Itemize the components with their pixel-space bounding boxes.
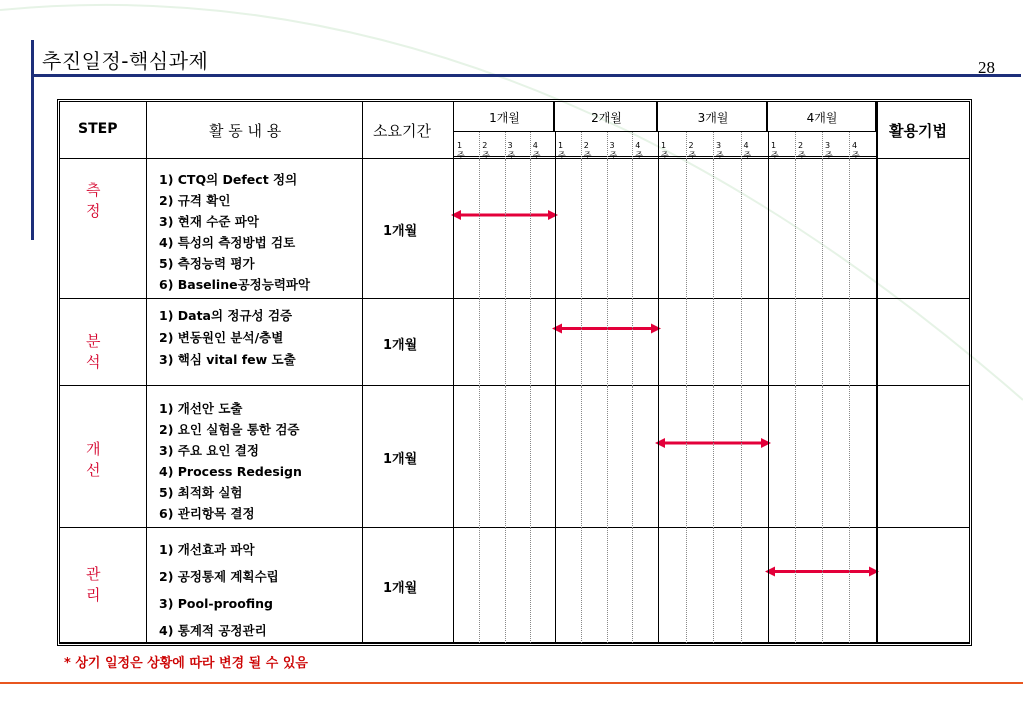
week-label: 3주: [716, 141, 724, 160]
week-gridline: [607, 299, 608, 386]
week-gridline: [741, 299, 742, 386]
week-label: 1주: [457, 141, 465, 160]
week-gridline: [713, 299, 714, 386]
week-gridline: [632, 386, 633, 528]
week-gridline: [849, 299, 850, 386]
week-gridline: [741, 386, 742, 528]
week-label: 2주: [482, 141, 490, 160]
week-label: 3주: [825, 141, 833, 160]
month-gridline: [658, 528, 659, 643]
week-gridline: [713, 132, 714, 159]
week-gridline: [530, 299, 531, 386]
week-gridline: [686, 159, 687, 299]
month-gridline: [658, 386, 659, 528]
week-gridline: [479, 528, 480, 643]
week-label: 2주: [798, 141, 806, 160]
footer-line: [0, 682, 1023, 684]
step-cell: [60, 159, 147, 299]
title-underline: [31, 74, 1021, 77]
week-gridline: [686, 528, 687, 643]
header-tools: 활용기법: [889, 122, 947, 140]
step-label: 측 정: [86, 181, 111, 220]
activity-cell: [147, 386, 363, 528]
activity-item: 4) 통계적 공정관리: [159, 623, 267, 638]
gantt-cell: [454, 386, 876, 528]
activity-item: 4) Process Redesign: [159, 464, 302, 479]
activity-item: 2) 요인 실험을 통한 검증: [159, 422, 300, 437]
header-duration: 소요기간: [373, 122, 431, 140]
week-gridline: [822, 132, 823, 159]
duration-value: 1개월: [383, 224, 418, 239]
month-gridline: [768, 132, 769, 159]
gantt-cell: [454, 528, 876, 643]
header-step: STEP: [78, 121, 118, 137]
week-gridline: [607, 159, 608, 299]
week-gridline: [795, 132, 796, 159]
week-gridline: [822, 299, 823, 386]
duration-value: 1개월: [383, 452, 418, 467]
month-gridline: [768, 299, 769, 386]
week-gridline: [632, 132, 633, 159]
week-gridline: [479, 132, 480, 159]
week-gridline: [713, 528, 714, 643]
month-gridline: [768, 159, 769, 299]
duration-value: 1개월: [383, 337, 418, 353]
week-gridline: [581, 386, 582, 528]
week-label: 3주: [609, 141, 618, 160]
week-gridline: [581, 159, 582, 299]
month-gridline: [555, 159, 556, 299]
week-gridline: [607, 386, 608, 528]
activity-item: 2) 규격 확인: [159, 193, 231, 208]
month-label-4: 4개월: [806, 111, 838, 125]
week-gridline: [713, 159, 714, 299]
week-gridline: [741, 132, 742, 159]
activity-item: 5) 최적화 실험: [159, 485, 243, 500]
tools-cell: [876, 528, 969, 643]
week-gridline: [822, 386, 823, 528]
month-gridline: [658, 132, 659, 159]
activity-item: 6) 관리항목 결정: [159, 506, 255, 521]
week-label: 2주: [583, 141, 592, 160]
activity-item: 1) 개선효과 파악: [159, 542, 255, 557]
week-gridline: [505, 299, 506, 386]
week-gridline: [505, 528, 506, 643]
month-gridline: [555, 132, 556, 159]
week-gridline: [849, 528, 850, 643]
week-label: 1주: [661, 141, 669, 160]
week-gridline: [581, 528, 582, 643]
schedule-note: * 상기 일정은 상황에 따라 변경 될 수 있음: [64, 656, 308, 671]
activity-item: 6) Baseline공정능력파악: [159, 277, 311, 292]
week-gridline: [795, 159, 796, 299]
month-gridline: [555, 528, 556, 643]
step-label: 분 석: [86, 332, 111, 371]
month-gridline: [768, 386, 769, 528]
week-label: 4주: [743, 141, 752, 160]
week-gridline: [632, 528, 633, 643]
activity-item: 5) 측정능력 평가: [159, 256, 255, 271]
tools-cell: [876, 299, 969, 386]
duration-cell: [363, 386, 454, 528]
month-gridline: [768, 528, 769, 643]
week-gridline: [795, 528, 796, 643]
week-gridline: [741, 159, 742, 299]
month-gridline: [555, 299, 556, 386]
week-gridline: [505, 132, 506, 159]
month-gridline: [555, 386, 556, 528]
week-gridline: [581, 299, 582, 386]
week-label: 4주: [532, 141, 541, 160]
activity-item: 1) 개선안 도출: [159, 401, 243, 416]
duration-cell: [363, 159, 454, 299]
week-gridline: [632, 299, 633, 386]
page-number: 28: [978, 58, 995, 77]
schedule-table: [57, 99, 972, 646]
week-gridline: [686, 299, 687, 386]
activity-item: 3) 핵심 vital few 도출: [159, 352, 296, 367]
duration-cell: [363, 299, 454, 386]
week-gridline: [741, 528, 742, 643]
step-cell: [60, 528, 147, 643]
week-label: 3주: [507, 141, 516, 160]
week-gridline: [530, 132, 531, 159]
week-gridline: [849, 159, 850, 299]
step-cell: [60, 299, 147, 386]
month-gridline: [658, 299, 659, 386]
week-gridline: [849, 386, 850, 528]
week-label: 2주: [688, 141, 697, 160]
week-gridline: [530, 528, 531, 643]
week-gridline: [479, 159, 480, 299]
activity-item: 4) 특성의 측정방법 검토: [159, 235, 296, 250]
activity-cell: [147, 299, 363, 386]
month-label-3: 3개월: [697, 111, 729, 125]
activity-item: 3) 현재 수준 파악: [159, 214, 259, 229]
activity-item: 3) Pool-proofing: [159, 596, 273, 611]
activity-item: 3) 주요 요인 결정: [159, 443, 259, 458]
activity-item: 2) 변동원인 분석/층별: [159, 330, 284, 345]
week-gridline: [505, 159, 506, 299]
activity-cell: [147, 528, 363, 643]
week-gridline: [686, 132, 687, 159]
week-gridline: [822, 528, 823, 643]
week-gridline: [849, 132, 850, 159]
month-label-2: 2개월: [591, 111, 622, 125]
week-gridline: [530, 386, 531, 528]
gantt-cell: [454, 299, 876, 386]
activity-item: 2) 공정통제 계획수립: [159, 569, 279, 584]
month-label-1: 1개월: [489, 111, 520, 125]
week-gridline: [632, 159, 633, 299]
activity-item: 1) CTQ의 Defect 정의: [159, 172, 298, 187]
week-gridline: [795, 386, 796, 528]
week-gridline: [795, 299, 796, 386]
week-gridline: [686, 386, 687, 528]
week-gridline: [581, 132, 582, 159]
week-gridline: [530, 159, 531, 299]
week-gridline: [822, 159, 823, 299]
step-cell: [60, 386, 147, 528]
week-gridline: [607, 132, 608, 159]
activity-item: 1) Data의 정규성 검증: [159, 308, 293, 323]
duration-value: 1개월: [383, 580, 418, 596]
duration-cell: [363, 528, 454, 643]
tools-cell: [876, 159, 969, 299]
week-label: 4주: [635, 141, 643, 160]
gantt-cell: [454, 159, 876, 299]
week-gridline: [479, 299, 480, 386]
week-gridline: [505, 386, 506, 528]
header-activity: 활 동 내 용: [209, 122, 282, 140]
activity-cell: [147, 159, 363, 299]
week-label: 1주: [771, 141, 779, 160]
week-gridline: [713, 386, 714, 528]
week-gridline: [607, 528, 608, 643]
page-title: 추진일정-핵심과제: [42, 49, 209, 73]
month-gridline: [658, 159, 659, 299]
week-label: 1주: [558, 141, 566, 160]
step-label: 관 리: [86, 565, 111, 604]
step-label: 개 선: [86, 440, 111, 479]
week-label: 4주: [852, 141, 860, 160]
title-accent-bar: [31, 40, 34, 240]
week-gridline: [479, 386, 480, 528]
tools-cell: [876, 386, 969, 528]
